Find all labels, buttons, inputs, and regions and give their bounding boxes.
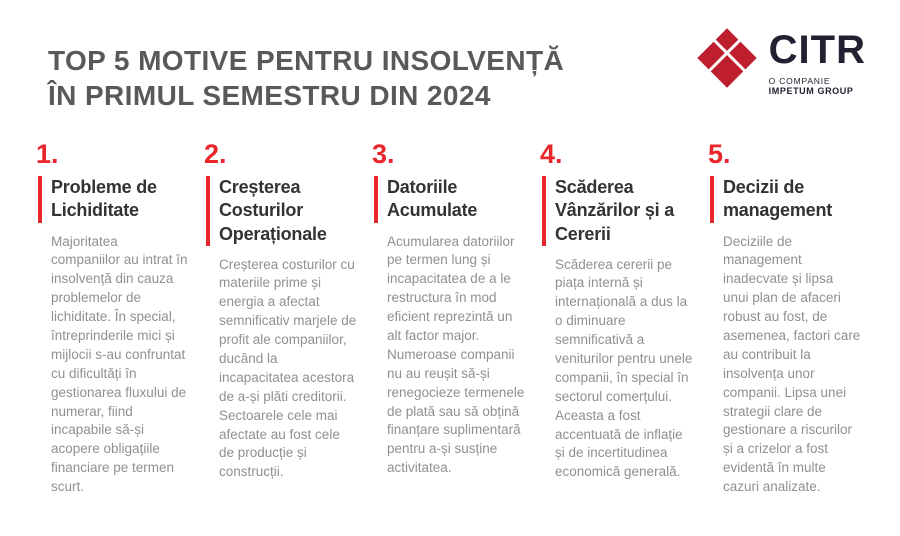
reason-title: Decizii de management [710,176,862,222]
reason-column-3 [372,141,526,497]
logo-tagline-line-1: O COMPANIE [768,76,831,86]
citr-logo [695,26,866,96]
reason-body: Creșterea costurilor cu materiile prime și energia a afectat semnificativ marjele de profit ale companiilor, ducând la incapacitatea acestora de a-și plăti creditorii. Sectoarele cele mai afectate au fost cele de producție și construcții. [219,256,357,480]
citr-diamond-icon [695,26,759,90]
reason-body: Scăderea cererii pe piața internă și internațională a dus la o diminuare semnificativă a veniturilor pentru unele companii, în special în sectorul comerțului. Aceasta a fost accentuată de inflație și de incertitudinea economică generală. [555,256,693,480]
reason-body: Majoritatea companiilor au intrat în insolvență din cauza problemelor de lichiditate. În special, întreprinderile mici și mijlocii s-au confruntat cu dificultăți în gestionarea fluxului de numerar, fiind incapabile să-și acopere obligațiile financiare pe termen scurt. [51,233,188,495]
reason-column-2 [204,141,358,497]
reason-column-4 [540,141,694,497]
logo-name: CITR [768,28,866,72]
reason-title: Creșterea Costurilor Operaționale [206,176,358,245]
reason-number: 3. [372,139,395,170]
reason-body: Acumularea datoriilor pe termen lung și incapacitatea de a le restructura în mod eficient reprezintă un alt factor major. Numeroase companii nu au reușit să-și renegocieze termenele de plată sau să obțină finanțare suplimentară pentru a-și susține activitatea. [387,233,525,476]
reason-body: Deciziile de management inadecvate și lipsa unui plan de afaceri robust au fost, de asemenea, factori care au contribuit la insolvența unor companii. Lipsa unei strategii clare de gestionare a riscurilor și a crizelor a fost evidentă în multe cazuri analizate. [723,233,861,495]
logo-text-block [769,26,866,96]
reason-number: 2. [204,139,227,170]
reason-number: 1. [36,139,59,170]
reasons-columns [36,141,862,497]
page-title-line-2: ÎN PRIMUL SEMESTRU DIN 2024 [48,79,491,111]
page-title-line-1: TOP 5 MOTIVE PENTRU INSOLVENȚĂ [48,45,565,76]
reason-title: Datoriile Acumulate [374,176,526,222]
reason-number: 4. [540,139,563,170]
logo-tagline-line-2: IMPETUM GROUP [768,86,854,96]
reason-title: Scăderea Vânzărilor și a Cererii [542,176,694,245]
reason-title: Probleme de Lichiditate [38,176,190,222]
reason-column-5 [708,141,862,497]
reason-number: 5. [708,139,731,170]
reason-column-1 [36,141,190,497]
